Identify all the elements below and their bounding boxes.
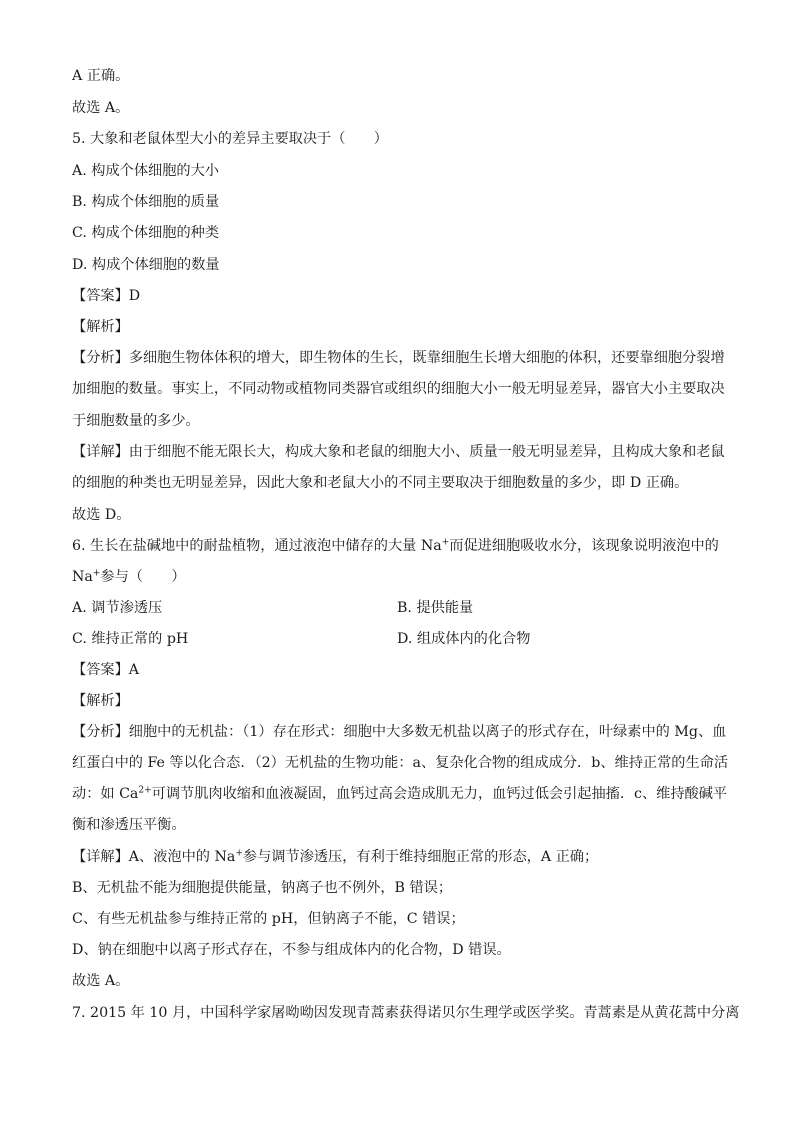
prev-choice-line: 故选 A。 [72,100,130,116]
q7-stem-line-1: 7. 2015 年 10 月，中国科学家屠呦呦因发现青蒿素获得诺贝尔生理学或医学奖。青蒿素是从黄花蒿中分离 [72,1005,740,1021]
q5-analysis-label [72,317,129,337]
xiangjie-text: 由于细胞不能无限长大，构成大象和老鼠的细胞大小、质量一般无明显差异，且构成大象和老鼠 [128,444,725,460]
q5-fenxi-line-3: 于细胞数量的多少。 [72,413,200,429]
q5-xiangjie-line-1 [72,442,725,462]
q5-xiangjie-line-2: 的细胞的种类也无明显差异，因此大象和老鼠大小的不同主要取决于细胞数量的多少，即 D 正确。 [72,475,689,491]
fenxi-text: 动：如 Ca [72,786,139,802]
q6-stem-part: 参与（ ） [100,569,186,585]
fenxi-text: 多细胞生物体体积的增大，即生物体的生长，既靠细胞生长增大细胞的体积，还要靠细胞分裂增 [128,350,725,366]
analysis-label: 【解析】 [72,319,129,335]
q6-fenxi-line-1 [72,722,726,742]
xiangjie-text: 参与调节渗透压，有利于维持细胞正常的形态，A 正确； [242,849,599,865]
q5-option-a: A. 构成个体细胞的大小 [72,163,219,179]
q5-answer-line [72,286,140,306]
xiangjie-label: 【详解】 [72,849,129,865]
q5-option-b: B. 构成个体细胞的质量 [72,194,220,210]
xiangjie-text: A、液泡中的 Na [128,849,236,865]
xiangjie-label: 【详解】 [72,444,129,460]
q6-stem-part: 6. 生长在盐碱地中的耐盐植物，通过液泡中储存的大量 Na [72,538,442,554]
superscript: + [441,537,450,548]
superscript: + [92,568,101,579]
fenxi-label: 【分析】 [72,350,129,366]
q6-fenxi-line-4: 衡和渗透压平衡。 [72,817,186,833]
q6-stem-line-1 [72,536,719,556]
superscript: + [235,848,243,859]
q6-xiangjie-line-2: B、无机盐不能为细胞提供能量，钠离子也不例外，B 错误； [72,880,453,896]
q5-fenxi-line-2: 加细胞的数量。事实上，不同动物或植物同类器官或组织的细胞大小一般无明显差异，器官大小主要取决 [72,381,725,397]
q6-option-b: B. 提供能量 [397,600,474,616]
fenxi-text: 可调节肌肉收缩和血液凝固，血钙过高会造成肌无力，血钙过低会引起抽搐．c、维持酸碱平 [151,786,728,802]
q6-stem-part: Na [72,569,93,585]
q6-option-a: A. 调节渗透压 [72,600,163,616]
q6-stem-part: 而促进细胞吸收水分，该现象说明液泡中的 [449,538,719,554]
prev-conclusion-line: A 正确。 [72,68,130,84]
answer-value: D [128,288,141,304]
fenxi-text: 细胞中的无机盐：（1）存在形式：细胞中大多数无机盐以离子的形式存在，叶绿素中的 Mg、血 [128,724,727,740]
fenxi-label: 【分析】 [72,724,129,740]
q6-option-c: C. 维持正常的 pH [72,631,189,647]
answer-label: 【答案】 [72,288,129,304]
q5-option-d: D. 构成个体细胞的数量 [72,257,220,273]
q6-xiangjie-line-4: D、钠在细胞中以离子形式存在，不参与组成体内的化合物，D 错误。 [72,942,511,958]
q6-xiangjie-line-1 [72,847,598,867]
q6-fenxi-line-2: 红蛋白中的 Fe 等以化合态．（2）无机盐的生物功能：a、复杂化合物的组成成分．b、维持正常的生命活 [72,755,729,771]
q6-stem-line-2 [72,567,186,587]
q5-conclusion: 故选 D。 [72,507,131,523]
q6-conclusion: 故选 A。 [72,973,130,989]
q5-stem: 5. 大象和老鼠体型大小的差异主要取决于（ ） [72,131,388,147]
q6-answer-line [72,660,139,680]
superscript: 2+ [138,785,152,796]
q6-xiangjie-line-3: C、有些无机盐参与维持正常的 pH，但钠离子不能，C 错误； [72,911,465,927]
q5-option-c: C. 构成个体细胞的种类 [72,225,220,241]
answer-label: 【答案】 [72,662,129,678]
answer-value: A [128,662,140,678]
q5-fenxi-line-1 [72,348,725,368]
q6-analysis-label [72,691,129,711]
q6-fenxi-line-3 [72,784,727,804]
q6-option-d: D. 组成体内的化合物 [397,631,531,647]
analysis-label: 【解析】 [72,693,129,709]
